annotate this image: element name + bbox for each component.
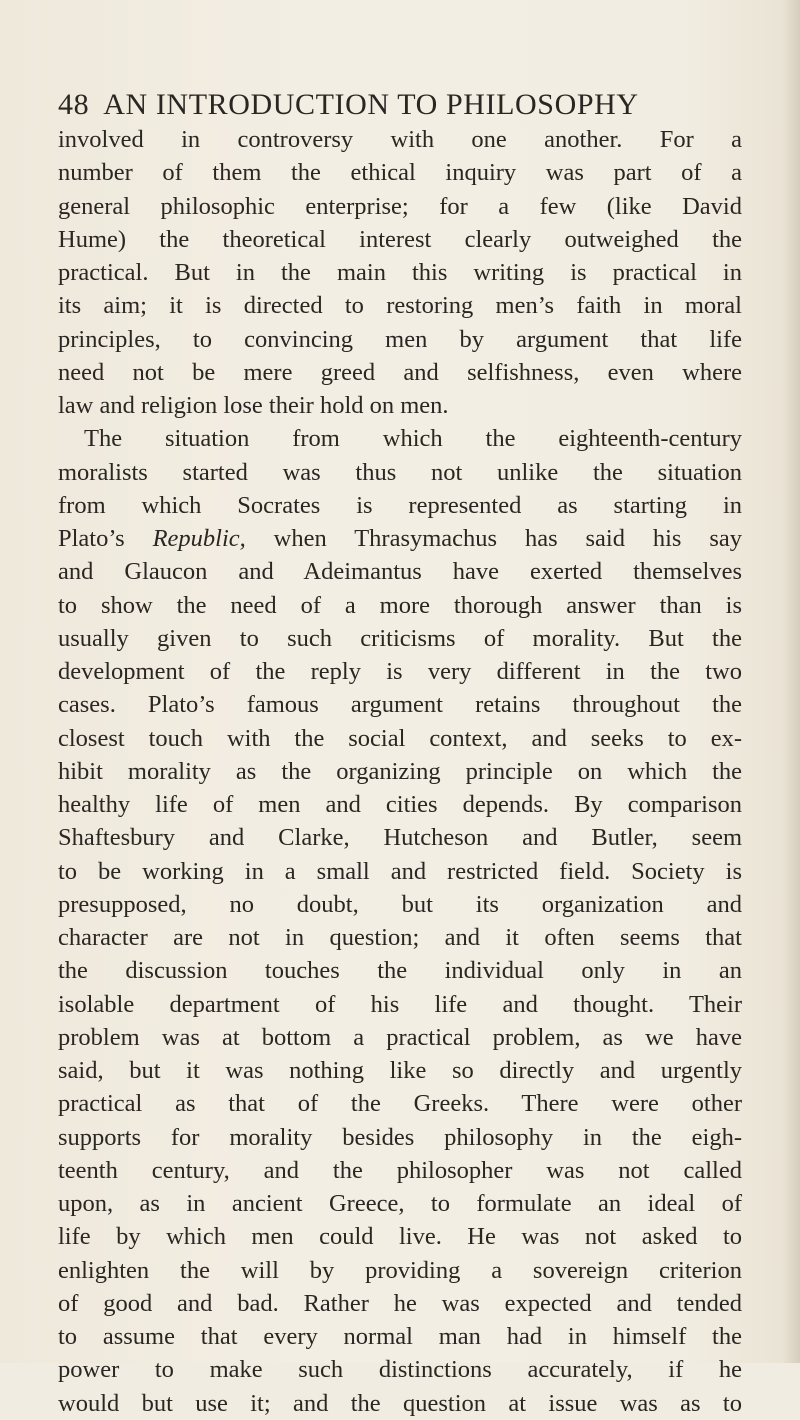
text-line: of good and bad. Rather he was expected and tended bbox=[58, 1289, 742, 1317]
text-line: healthy life of men and cities depends. By comparison bbox=[58, 791, 742, 818]
text-line: presupposed, no doubt, but its organization and bbox=[58, 890, 742, 918]
text-line: power to make such distinctions accurately, if he bbox=[58, 1356, 742, 1384]
text-line: closest touch with the social context, and seeks to ex- bbox=[58, 724, 742, 752]
text-line: supports for morality besides philosophy in the eigh- bbox=[58, 1123, 742, 1151]
text-line: involved in controversy with one another. For a bbox=[58, 126, 742, 153]
running-header bbox=[58, 88, 748, 122]
text-line: to be working in a small and restricted field. Society is bbox=[58, 857, 742, 885]
page-edge-shadow bbox=[782, 0, 800, 1363]
text-line: isolable department of his life and thought. Their bbox=[58, 990, 742, 1018]
book-title-republic: Republic, bbox=[152, 525, 246, 552]
text-line: practical as that of the Greeks. There were other bbox=[58, 1090, 742, 1118]
text-line: moralists started was thus not unlike the situation bbox=[58, 458, 742, 486]
text-line: upon, as in ancient Greece, to formulate an ideal of bbox=[58, 1190, 742, 1217]
text-line-with-title bbox=[58, 522, 742, 555]
text-line: law and religion lose their hold on men. bbox=[58, 392, 449, 419]
text-line: hibit morality as the organizing principle on which the bbox=[58, 757, 742, 785]
text-line: practical. But in the main this writing is practical in bbox=[58, 259, 742, 286]
text-line: The situation from which the eighteenth-century bbox=[84, 425, 742, 453]
text-line: principles, to convincing men by argument that life bbox=[58, 325, 742, 353]
text-segment: Plato’s bbox=[58, 525, 153, 552]
text-line: general philosophic enterprise; for a few (like David bbox=[58, 192, 742, 220]
text-line: development of the reply is very different in the two bbox=[58, 658, 742, 685]
text-line: number of them the ethical inquiry was part of a bbox=[58, 159, 742, 187]
text-line: would but use it; and the question at issue was as to bbox=[58, 1389, 742, 1417]
page-number: 48 bbox=[58, 88, 90, 121]
text-line: the discussion touches the individual only in an bbox=[58, 957, 742, 985]
text-line: character are not in question; and it often seems that bbox=[58, 924, 742, 951]
text-line: life by which men could live. He was not asked to bbox=[58, 1223, 742, 1251]
body-text bbox=[58, 123, 742, 1420]
text-segment: when Thrasymachus has said his say bbox=[245, 525, 742, 552]
text-line: from which Socrates is represented as starting in bbox=[58, 491, 742, 519]
text-line: need not be mere greed and selfishness, even where bbox=[58, 358, 742, 386]
text-line: its aim; it is directed to restoring men’s faith in moral bbox=[58, 292, 742, 320]
text-line: cases. Plato’s famous argument retains throughout the bbox=[58, 691, 742, 719]
text-line: Hume) the theoretical interest clearly outweighed the bbox=[58, 225, 742, 253]
text-line: teenth century, and the philosopher was not called bbox=[58, 1156, 742, 1184]
text-line: Shaftesbury and Clarke, Hutcheson and Butler, seem bbox=[58, 824, 742, 852]
running-title: AN INTRODUCTION TO PHILOSOPHY bbox=[103, 88, 639, 121]
text-line: problem was at bottom a practical problem, as we have bbox=[58, 1023, 742, 1051]
text-line: said, but it was nothing like so directly and urgently bbox=[58, 1057, 742, 1084]
text-line: to show the need of a more thorough answer than is bbox=[58, 591, 742, 619]
text-line: enlighten the will by providing a sovereign criterion bbox=[58, 1256, 742, 1284]
text-line: and Glaucon and Adeimantus have exerted themselves bbox=[58, 558, 742, 586]
text-line: usually given to such criticisms of morality. But the bbox=[58, 624, 742, 652]
text-line: to assume that every normal man had in himself the bbox=[58, 1323, 742, 1350]
